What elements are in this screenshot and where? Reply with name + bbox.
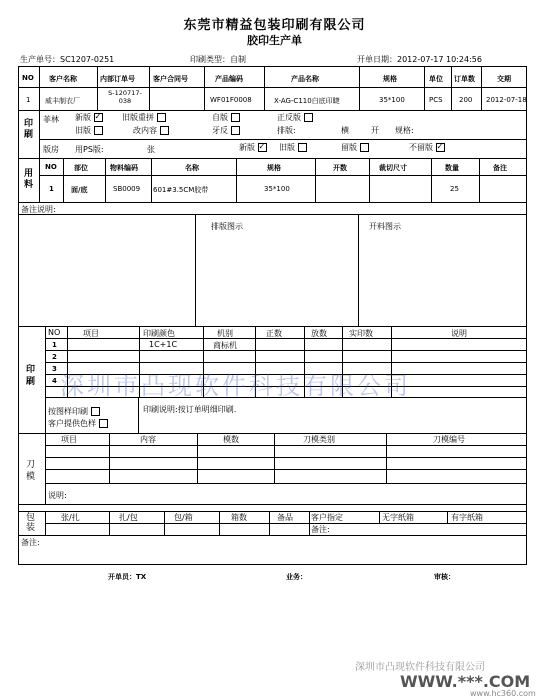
order-header-product-name: 产品名称 (291, 75, 319, 83)
order-cell-no: 1 (26, 96, 31, 104)
remark-label: 备注说明: (21, 205, 56, 214)
keep-plate-checkbox[interactable] (360, 143, 369, 152)
plate-room-label: 版房 (43, 145, 59, 154)
order-header-due: 交期 (497, 75, 511, 83)
material-header-remark: 备注 (493, 164, 507, 172)
self-plate-checkbox[interactable] (231, 113, 240, 122)
by-sample-checkbox[interactable] (91, 407, 100, 416)
material-cell-no: 1 (49, 185, 54, 193)
material-cell-qty: 25 (450, 185, 459, 193)
order-cell-due: 2012-07-18 (486, 96, 527, 104)
zhang-label: 张 (147, 145, 155, 154)
old-reset-checkbox[interactable] (157, 113, 166, 122)
printing-header-color: 印刷颜色 (143, 329, 175, 338)
order-cell-qty: 200 (459, 96, 473, 104)
order-cell-product-code: WF01F0008 (210, 96, 252, 104)
printing-header-positive: 正数 (266, 329, 282, 338)
order-header-contract-no: 客户合同号 (153, 75, 188, 83)
order-cell-internal-no: S-120717-038 (108, 89, 142, 105)
pack-note-label: 备注: (311, 525, 330, 534)
printing-row1-machine: 商标机 (213, 341, 237, 350)
new-plate-option[interactable]: 新版 ✓ (75, 112, 103, 123)
printing-row1-no: 1 (52, 341, 57, 349)
horizontal-label: 横 (341, 126, 349, 135)
old-plate-option[interactable]: 旧版 (75, 125, 103, 136)
order-cell-customer: 威丰制衣厂 (45, 97, 80, 105)
self-plate-option[interactable]: 自版 (212, 112, 240, 123)
customer-color-option[interactable]: 客户提供色样 (48, 418, 108, 429)
pack-header-boxes: 箱数 (231, 513, 247, 522)
old-plate-checkbox[interactable] (94, 126, 103, 135)
revise-checkbox[interactable] (160, 126, 169, 135)
printing-header-actual: 实印数 (349, 329, 373, 338)
material-header-part: 部位 (74, 164, 88, 172)
old-plate2-checkbox[interactable] (298, 143, 307, 152)
pack-header-packs: 包/箱 (174, 513, 193, 522)
printing-row2-no: 2 (52, 353, 57, 361)
die-header-content: 内容 (140, 435, 156, 444)
customer-color-checkbox[interactable] (99, 419, 108, 428)
material-header-no: NO (45, 163, 57, 171)
printing-row3-no: 3 (52, 365, 57, 373)
order-number: 生产单号：SC1207-0251 (20, 55, 115, 64)
old-reset-option[interactable]: 旧版重拼 (122, 112, 166, 123)
by-sample-option[interactable]: 按图样印刷 (48, 406, 100, 417)
printing-side-label: 印刷 (26, 365, 36, 387)
printing-header-extra: 放数 (311, 329, 327, 338)
order-header-spec: 规格 (383, 75, 397, 83)
die-header-item: 项目 (61, 435, 77, 444)
form-title: 胶印生产单 (247, 34, 302, 47)
no-keep-option[interactable]: 不留版 ✓ (409, 142, 445, 153)
material-header-code: 物料编码 (110, 164, 138, 172)
site-watermark: www.hc360.com (470, 689, 536, 698)
printing-header-no: NO (48, 328, 61, 337)
print-side-label: 印刷 (24, 119, 34, 140)
open-label: 开 (371, 126, 379, 135)
mirror-checkbox[interactable] (231, 126, 240, 135)
new-plate2-checkbox[interactable] (258, 143, 267, 152)
review-signature: 审核： (434, 573, 455, 581)
no-keep-checkbox[interactable] (436, 143, 445, 152)
material-header-qty: 数量 (445, 164, 459, 172)
cutting-diagram-label: 开料图示 (369, 222, 401, 231)
order-header-no: NO (22, 74, 34, 82)
feilin-label: 菲林 (43, 115, 59, 124)
printing-header-desc: 说明 (451, 329, 467, 338)
new-plate-checkbox[interactable] (94, 113, 103, 122)
material-header-open: 开数 (333, 164, 347, 172)
layout-label: 排版: (277, 126, 296, 135)
www-watermark: WWW.***.COM (400, 672, 531, 691)
packaging-side-label: 包装 (26, 513, 36, 533)
pack-header-printed-box: 有字纸箱 (451, 513, 483, 522)
die-header-count: 模数 (223, 435, 239, 444)
order-cell-spec: 35*100 (379, 96, 405, 104)
new-plate2-option[interactable]: 新版 ✓ (239, 142, 267, 153)
pack-header-customer: 客户指定 (311, 513, 343, 522)
positive-option[interactable]: 正反版 (277, 112, 313, 123)
die-remark-label: 说明: (48, 491, 67, 500)
issuer-signature: 开单员：TX (108, 573, 147, 581)
print-type: 印刷类型：自制 (190, 55, 246, 64)
material-cell-spec: 35*100 (264, 185, 290, 193)
die-header-number: 刀模编号 (433, 435, 465, 444)
pack-header-plain-box: 无字纸箱 (382, 513, 414, 522)
bottom-watermark: 深圳市凸现软件科技有限公司 (355, 662, 485, 673)
production-form (18, 66, 527, 565)
material-cell-code: SB0009 (113, 185, 141, 193)
material-header-name: 名称 (185, 164, 199, 172)
mirror-option[interactable]: 牙反 (212, 125, 240, 136)
order-header-internal-no: 内部订单号 (100, 75, 135, 83)
die-header-type: 刀模类别 (303, 435, 335, 444)
business-signature: 业务： (286, 573, 307, 581)
ps-plate-label: 用PS版: (75, 145, 104, 154)
layout-diagram-label: 排版图示 (211, 222, 243, 231)
spec-label: 规格: (395, 126, 414, 135)
company-watermark: 深圳市凸现软件科技有限公司 (60, 372, 411, 400)
material-header-spec: 规格 (267, 164, 281, 172)
order-cell-product-name: X-AG-C110白底印睫 (274, 97, 340, 105)
order-header-product-code: 产品编码 (215, 75, 243, 83)
pack-header-sheets: 张/扎 (61, 513, 80, 522)
issue-date: 开单日期：2012-07-17 10:24:56 (357, 55, 482, 64)
order-header-unit: 单位 (429, 75, 443, 83)
printing-header-machine: 机别 (217, 329, 233, 338)
printing-row1-color: 1C+1C (149, 340, 178, 349)
order-header-customer: 客户名称 (49, 75, 77, 83)
material-header-cut: 裁切尺寸 (379, 164, 407, 172)
keep-plate-option[interactable]: 留版 (341, 142, 369, 153)
material-cell-part: 面/底 (71, 186, 88, 194)
order-header-qty: 订单数 (454, 75, 475, 83)
print-instruction: 印刷说明:按订单明细印刷. (143, 405, 237, 414)
footer-remark-label: 备注: (21, 538, 40, 547)
positive-checkbox[interactable] (304, 113, 313, 122)
company-title: 东莞市精益包装印刷有限公司 (183, 18, 366, 33)
printing-header-item: 项目 (83, 329, 99, 338)
material-side-label: 用料 (24, 169, 34, 190)
pack-header-bundles: 扎/包 (119, 513, 138, 522)
old-plate2-option[interactable]: 旧版 (279, 142, 307, 153)
printing-row4-no: 4 (52, 377, 57, 385)
order-cell-unit: PCS (429, 96, 443, 104)
revise-option[interactable]: 改内容 (133, 125, 169, 136)
material-cell-name: 601#3.5CM胶带 (153, 186, 209, 194)
die-side-label: 刀模 (26, 460, 36, 482)
pack-header-spare: 备品 (277, 513, 293, 522)
